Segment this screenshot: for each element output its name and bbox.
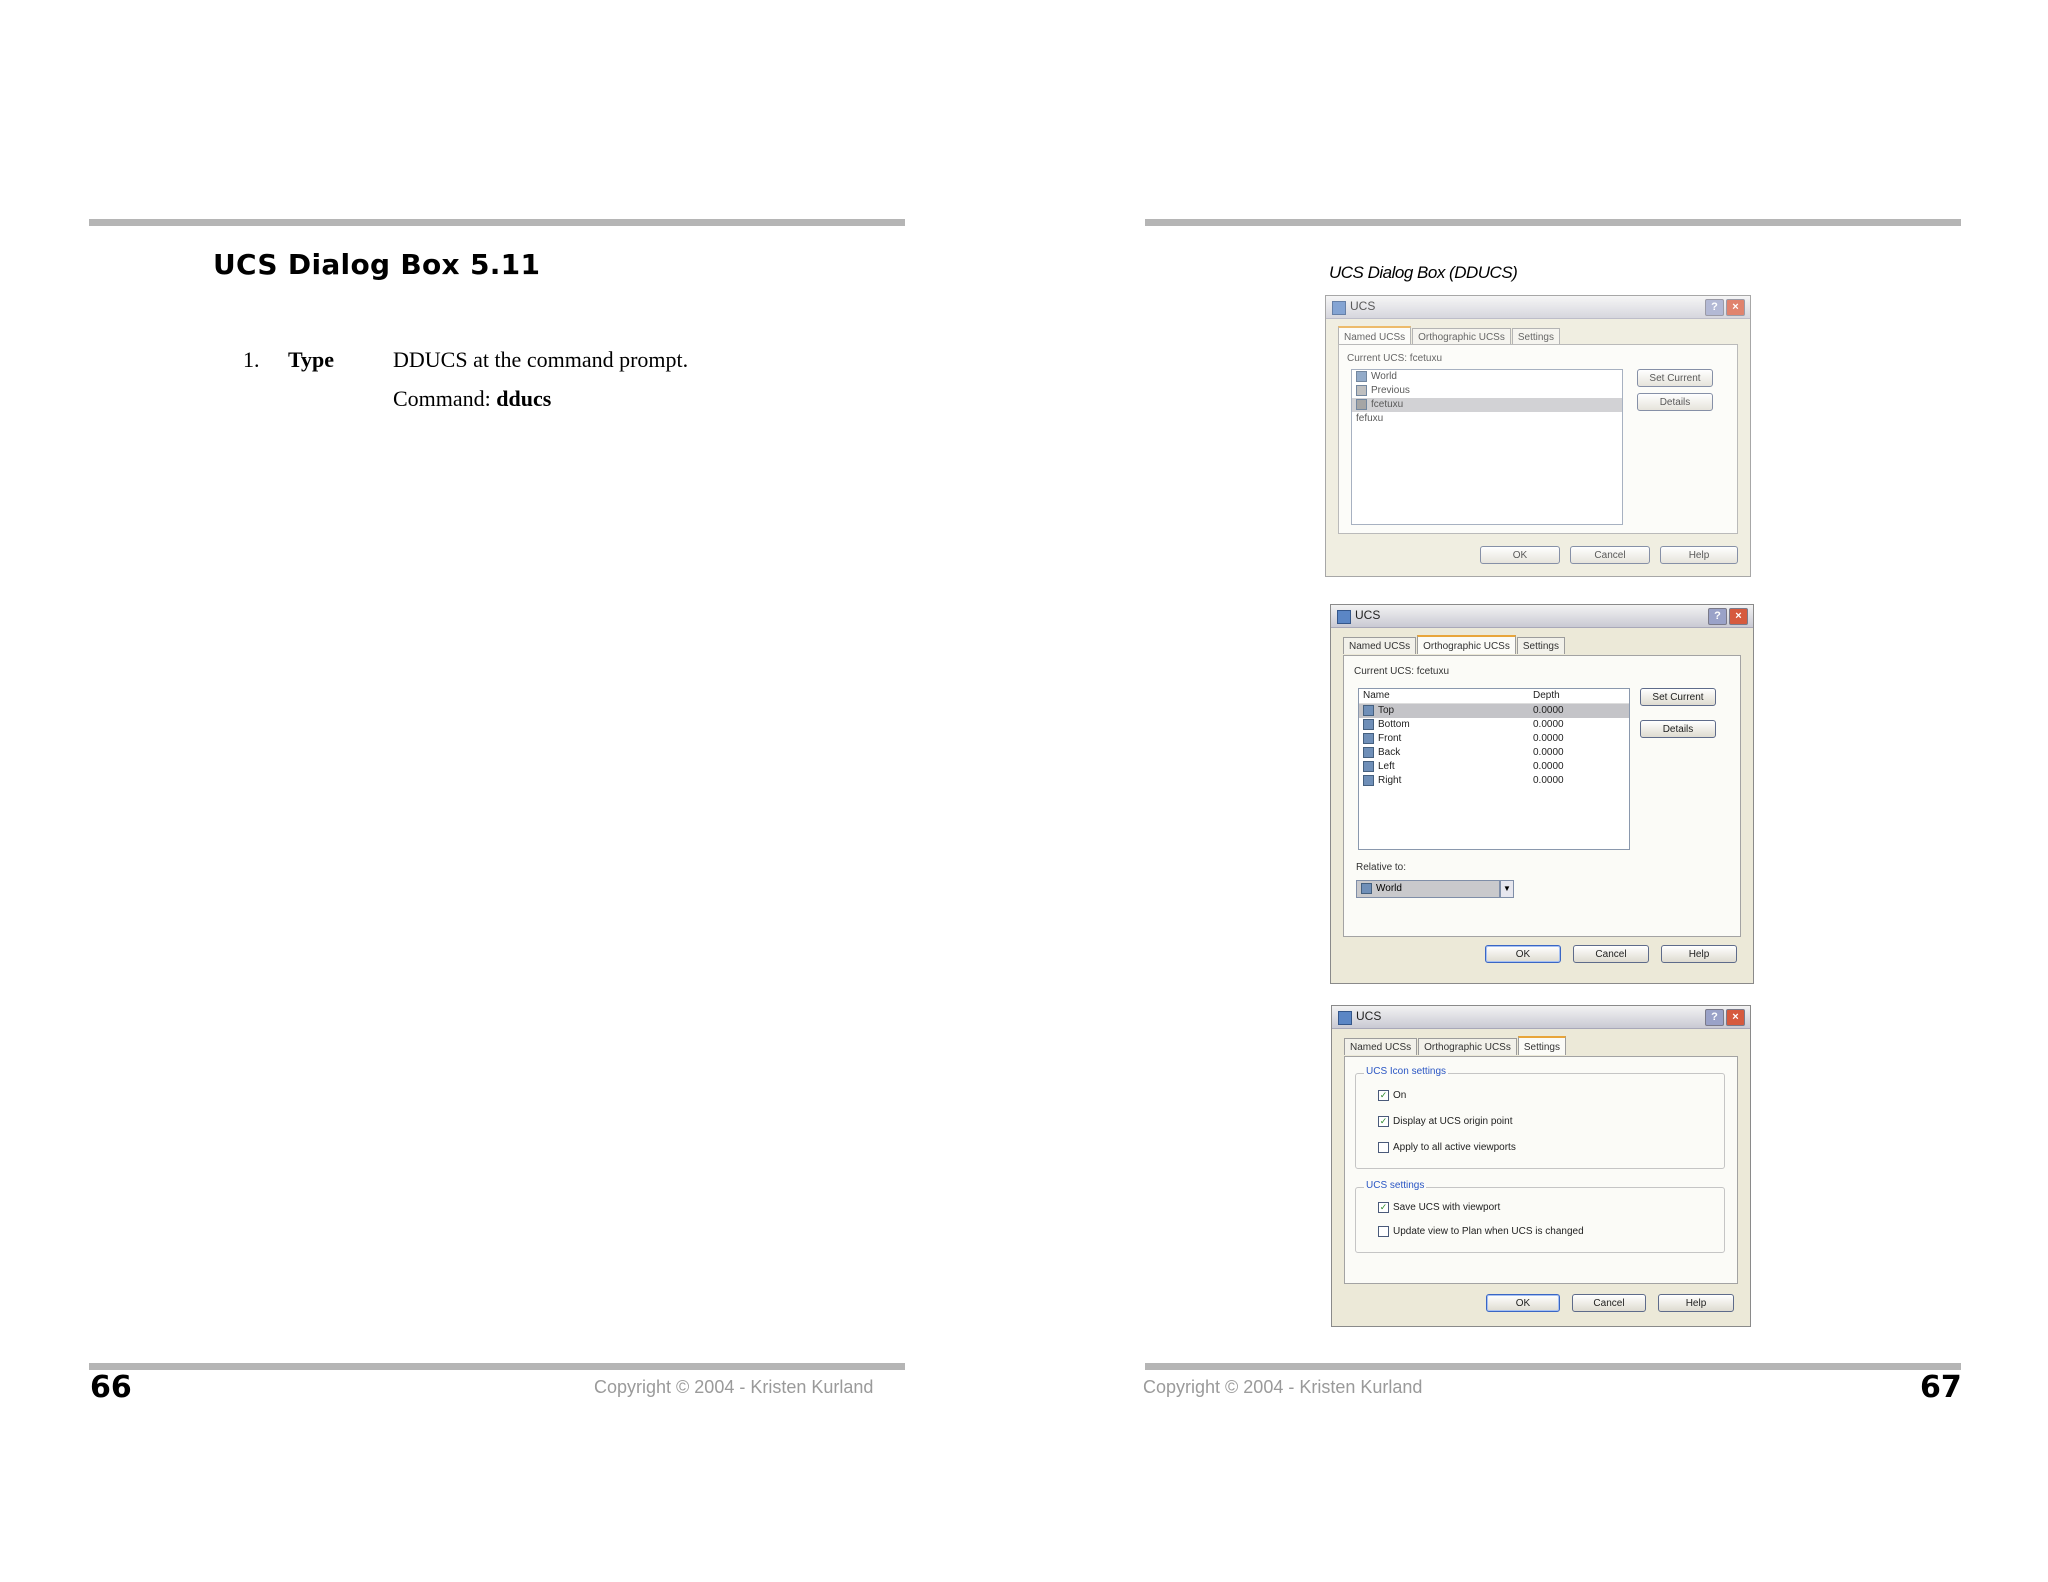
right-bottom-rule [1145, 1363, 1961, 1370]
relative-to-select[interactable]: World [1356, 880, 1500, 898]
checkbox-update-view[interactable]: Update view to Plan when UCS is changed [1378, 1226, 1584, 1237]
app-icon [1332, 301, 1346, 315]
figure-caption: UCS Dialog Box (DDUCS) [1329, 263, 1518, 282]
previous-icon [1356, 385, 1367, 396]
ok-button[interactable]: OK [1480, 546, 1560, 564]
chevron-down-icon[interactable]: ▼ [1500, 880, 1514, 898]
current-ucs-label: Current UCS: fcetuxu [1347, 353, 1443, 364]
step-verb: Type [288, 347, 335, 372]
help-button[interactable]: Help [1658, 1294, 1734, 1312]
bottom-view-icon [1363, 719, 1374, 730]
top-view-icon [1363, 705, 1374, 716]
left-top-rule [89, 219, 905, 226]
ucs-icon-settings-group [1355, 1066, 1725, 1169]
ok-button[interactable]: OK [1485, 945, 1561, 963]
column-header-name[interactable]: Name [1363, 690, 1390, 701]
table-row[interactable]: Left 0.0000 [1359, 760, 1629, 774]
tab-orthographic-ucss[interactable]: Orthographic UCSs [1418, 1038, 1517, 1055]
group-label: UCS settings [1366, 1180, 1425, 1191]
list-item[interactable]: fcetuxu [1352, 398, 1622, 412]
checkbox-icon [1378, 1142, 1389, 1153]
table-row[interactable]: Front 0.0000 [1359, 732, 1629, 746]
app-icon [1337, 610, 1351, 624]
tab-strip [1344, 1036, 1567, 1056]
command-prefix: Command: [393, 386, 491, 411]
step-text: DDUCS at the command prompt. [393, 347, 689, 372]
close-button[interactable]: × [1726, 1009, 1745, 1026]
cancel-button[interactable]: Cancel [1573, 945, 1649, 963]
list-header [1359, 689, 1629, 704]
dialog-title: UCS [1355, 608, 1381, 622]
table-row[interactable]: Top 0.0000 [1359, 704, 1629, 718]
checkbox-apply-all-viewports[interactable]: Apply to all active viewports [1378, 1142, 1516, 1153]
checkbox-display-at-origin[interactable]: ✓ Display at UCS origin point [1379, 1116, 1513, 1128]
right-top-rule [1145, 219, 1961, 226]
tab-strip [1338, 326, 1561, 346]
tab-orthographic-ucss[interactable]: Orthographic UCSs [1417, 635, 1516, 654]
table-row[interactable]: Bottom 0.0000 [1359, 718, 1629, 732]
command-line [393, 386, 551, 412]
column-header-depth[interactable]: Depth [1533, 690, 1560, 701]
orthographic-list[interactable] [1358, 688, 1630, 850]
page-heading: UCS Dialog Box 5.11 [213, 248, 541, 281]
step-number: 1. [243, 347, 260, 372]
dialog-title: UCS [1350, 299, 1376, 313]
tab-settings[interactable]: Settings [1517, 637, 1565, 654]
tab-named-ucss[interactable]: Named UCSs [1344, 1038, 1417, 1055]
tab-settings[interactable]: Settings [1512, 328, 1560, 345]
cancel-button[interactable]: Cancel [1572, 1294, 1646, 1312]
front-view-icon [1363, 733, 1374, 744]
checkbox-icon: ✓ [1379, 1090, 1388, 1100]
ucs-icon [1356, 399, 1367, 410]
left-bottom-rule [89, 1363, 905, 1370]
table-row[interactable]: Back 0.0000 [1359, 746, 1629, 760]
relative-to-label: Relative to: [1356, 862, 1407, 873]
current-ucs-label: Current UCS: fcetuxu [1354, 666, 1450, 677]
ucs-dialog-orthographic [1330, 604, 1754, 984]
world-icon [1356, 371, 1367, 382]
back-view-icon [1363, 747, 1374, 758]
command-value: dducs [496, 386, 552, 411]
help-title-button[interactable]: ? [1705, 299, 1724, 316]
dialog-titlebar [1331, 605, 1753, 628]
close-button[interactable]: × [1729, 608, 1748, 625]
list-item[interactable]: fefuxu [1356, 413, 1384, 424]
left-page-number: 66 [90, 1370, 132, 1405]
app-icon [1338, 1011, 1352, 1025]
dialog-titlebar [1326, 296, 1750, 319]
help-title-button[interactable]: ? [1705, 1009, 1724, 1026]
world-icon [1361, 883, 1372, 894]
checkbox-on[interactable]: ✓ On [1379, 1090, 1407, 1102]
ucs-dialog-settings [1331, 1005, 1751, 1327]
details-button[interactable]: Details [1640, 720, 1716, 738]
dialog-titlebar [1332, 1006, 1750, 1029]
ucs-settings-group [1355, 1180, 1725, 1253]
ok-button[interactable]: OK [1486, 1294, 1560, 1312]
close-button[interactable]: × [1726, 299, 1745, 316]
tab-orthographic-ucss[interactable]: Orthographic UCSs [1412, 328, 1511, 345]
set-current-button[interactable]: Set Current [1640, 688, 1716, 706]
help-button[interactable]: Help [1660, 546, 1738, 564]
right-page-number: 67 [1920, 1370, 1962, 1405]
set-current-button[interactable]: Set Current [1637, 369, 1713, 387]
left-copyright: Copyright © 2004 - Kristen Kurland [594, 1377, 874, 1397]
right-copyright: Copyright © 2004 - Kristen Kurland [1143, 1377, 1423, 1397]
list-item[interactable]: Previous [1352, 384, 1622, 398]
ucs-dialog-named [1325, 295, 1751, 577]
checkbox-icon [1378, 1226, 1389, 1237]
checkbox-save-ucs[interactable]: ✓ Save UCS with viewport [1379, 1202, 1501, 1214]
list-item[interactable]: World [1352, 370, 1622, 384]
help-button[interactable]: Help [1661, 945, 1737, 963]
cancel-button[interactable]: Cancel [1570, 546, 1650, 564]
tab-named-ucss[interactable]: Named UCSs [1338, 326, 1411, 345]
tab-pane [1343, 655, 1741, 937]
tab-pane [1344, 1056, 1738, 1284]
tab-settings[interactable]: Settings [1518, 1036, 1566, 1055]
group-label: UCS Icon settings [1366, 1066, 1447, 1077]
help-title-button[interactable]: ? [1708, 608, 1727, 625]
dialog-title: UCS [1356, 1009, 1382, 1023]
right-view-icon [1363, 775, 1374, 786]
checkbox-icon: ✓ [1379, 1202, 1388, 1212]
checkbox-icon: ✓ [1379, 1116, 1388, 1126]
tab-named-ucss[interactable]: Named UCSs [1343, 637, 1416, 654]
details-button[interactable]: Details [1637, 393, 1713, 411]
left-view-icon [1363, 761, 1374, 772]
ucs-list[interactable] [1351, 369, 1623, 525]
tab-strip [1343, 635, 1566, 655]
tab-pane [1338, 344, 1738, 534]
table-row[interactable]: Right 0.0000 [1359, 774, 1629, 788]
